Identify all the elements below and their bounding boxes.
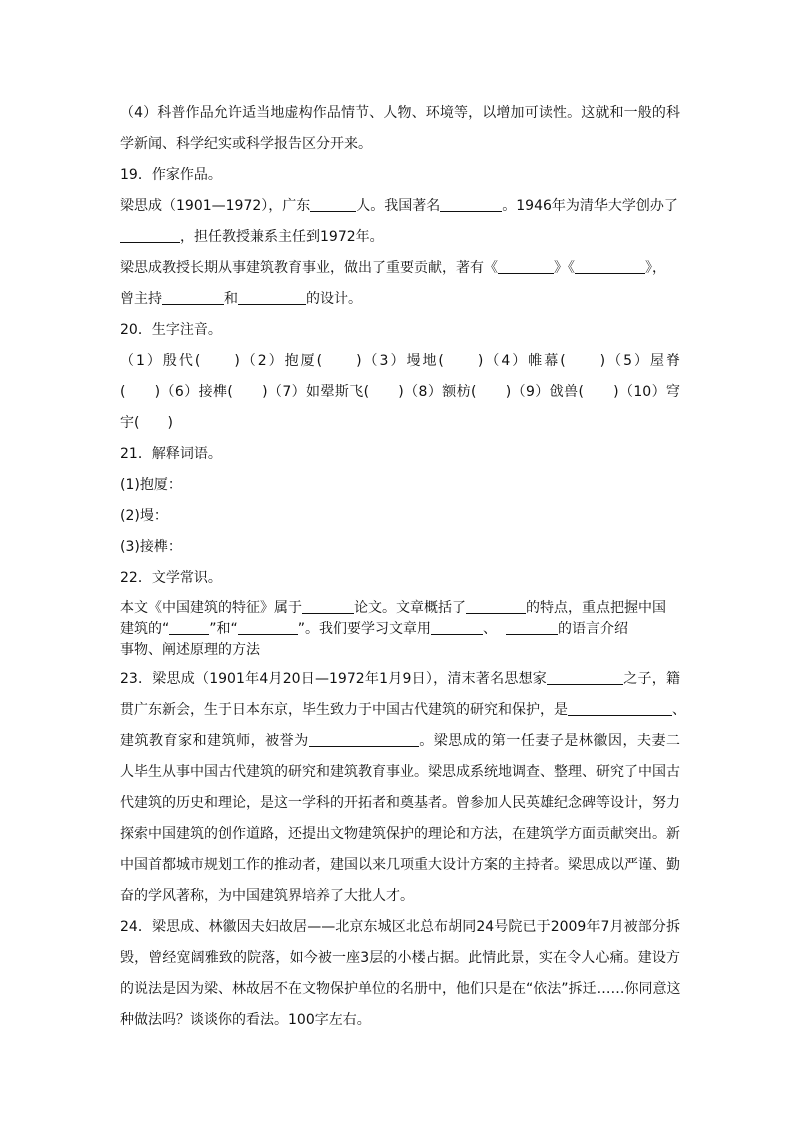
q20-line-2: ( )（6）接榫( )（7）如翚斯飞( )（8）额枋( )（9）戗兽( )（10）穹	[120, 384, 680, 400]
answer-blank[interactable]	[238, 620, 298, 635]
q21-item-3: (3)接榫：	[120, 539, 182, 555]
q22-text: 建筑的“	[120, 621, 170, 637]
answer-blank[interactable]	[431, 620, 483, 635]
q22-text: 本文《中国建筑的特征》属于	[120, 600, 302, 616]
q19-line-4	[120, 284, 680, 315]
answer-blank[interactable]	[498, 259, 554, 274]
q20-line-3: 宇( )	[120, 415, 173, 431]
q19-text: 的设计。	[306, 291, 362, 307]
q22-text: 论文。文章概括了	[354, 600, 466, 616]
answer-blank[interactable]	[310, 197, 356, 212]
answer-blank[interactable]	[440, 197, 502, 212]
q23-text: 、	[672, 702, 686, 718]
answer-blank[interactable]	[506, 620, 558, 635]
q22-title: 22．文学常识。	[120, 570, 222, 586]
q19-line-3	[120, 253, 680, 284]
q20-title: 20．生字注音。	[120, 322, 222, 338]
q23-text: 建筑教育家和建筑师，被誉为	[120, 733, 309, 749]
q22-text: 、	[483, 621, 498, 637]
answer-blank[interactable]	[309, 732, 419, 747]
q23-line-4: 人毕生从事中国古代建筑的研究和建筑教育事业。梁思成系统地调查、整理、研究了中国古	[120, 764, 680, 780]
q19-text: ，担任教授兼系主任到1972年。	[180, 229, 384, 245]
q19-title: 19．作家作品。	[120, 167, 222, 183]
q21-title: 21．解释词语。	[120, 446, 222, 462]
q23-line-5: 代建筑的历史和理论，是这一学科的开拓者和奠基者。曾参加人民英雄纪念碑等设计，努力	[120, 795, 680, 811]
q18-line-2: 学新闻、科学纪实或科学报告区分开来。	[120, 136, 372, 152]
q18-line-1: （4）科普作品允许适当地虚构作品情节、人物、环境等，以增加可读性。这就和一般的科	[120, 105, 680, 121]
q24-line-1: 24．梁思成、林徽因夫妇故居——北京东城区北总布胡同24号院已于2009年7月被部分拆	[120, 919, 680, 935]
q19-text: 》《	[554, 260, 575, 276]
q22-text: ”。我们要学习文章用	[297, 621, 432, 637]
q19-text: 。1946年为清华大学创办了	[502, 198, 678, 214]
answer-blank[interactable]	[238, 290, 306, 305]
q19-line-1	[120, 191, 680, 222]
q24-line-3: 的说法是因为梁、林故居不在文物保护单位的名册中，他们只是在“依法”拆迁……你同意这	[120, 981, 681, 997]
q19-text: 曾主持	[120, 291, 162, 307]
answer-blank[interactable]	[575, 259, 645, 274]
q22-line-3: 事物、阐述原理的方法	[120, 642, 260, 658]
q23-line-2	[120, 695, 686, 726]
q23-text: 贯广东新会，生于日本东京，毕生致力于中国古代建筑的研究和保护，是	[120, 702, 568, 718]
answer-blank[interactable]	[162, 290, 224, 305]
q23-line-7: 中国首都城市规划工作的推动者，建国以来几项重大设计方案的主持者。梁思成以严谨、勤	[120, 857, 680, 873]
answer-blank[interactable]	[120, 228, 180, 243]
q23-text: 之子，籍	[623, 671, 681, 687]
answer-blank[interactable]	[568, 701, 672, 716]
q23-line-6: 探索中国建筑的创作道路，还提出文物建筑保护的理论和方法，在建筑学方面贡献突出。新	[120, 826, 680, 842]
q22-text: ”和“	[209, 621, 238, 637]
q23-line-8: 奋的学风著称，为中国建筑界培养了大批人才。	[120, 888, 414, 904]
q19-text: 人。我国著名	[356, 198, 441, 214]
q24-line-2: 毁，曾经宽阔雅致的院落，如今被一座3层的小楼占据。此情此景，实在令人心痛。建设方	[120, 950, 680, 966]
answer-blank[interactable]	[547, 670, 623, 685]
q23-line-1	[120, 664, 680, 695]
q22-text: 的特点，重点把握中国	[526, 600, 666, 616]
q22-text: 的语言介绍	[557, 621, 628, 637]
q23-text: 23．梁思成（1901年4月20日—1972年1月9日），清末著名思想家	[120, 671, 548, 687]
q23-text: 。梁思成的第一任妻子是林徽因，夫妻二	[418, 733, 681, 749]
document-content	[120, 98, 686, 1036]
q22-line-2	[120, 619, 680, 640]
q21-item-1: (1)抱厦：	[120, 477, 182, 493]
q24-line-4: 种做法吗？谈谈你的看法。100字左右。	[120, 1012, 371, 1028]
q22-line-1	[120, 598, 680, 619]
answer-blank[interactable]	[169, 620, 209, 635]
q20-line-1: （1）殷代( )（2）抱厦( )（3）墁地( )（4）帷幕( )（5）屋脊	[120, 353, 680, 369]
q19-text: 》，	[645, 260, 666, 276]
q23-line-3	[120, 726, 680, 757]
q21-item-2: (2)墁：	[120, 508, 168, 524]
answer-blank[interactable]	[302, 599, 354, 614]
q19-text: 梁思成教授长期从事建筑教育事业，做出了重要贡献，著有《	[120, 260, 498, 276]
q19-text: 和	[224, 291, 238, 307]
answer-blank[interactable]	[466, 599, 526, 614]
q19-line-2	[120, 222, 680, 253]
q22-body	[120, 598, 680, 661]
q19-text: 梁思成（1901—1972），广东	[120, 198, 311, 214]
